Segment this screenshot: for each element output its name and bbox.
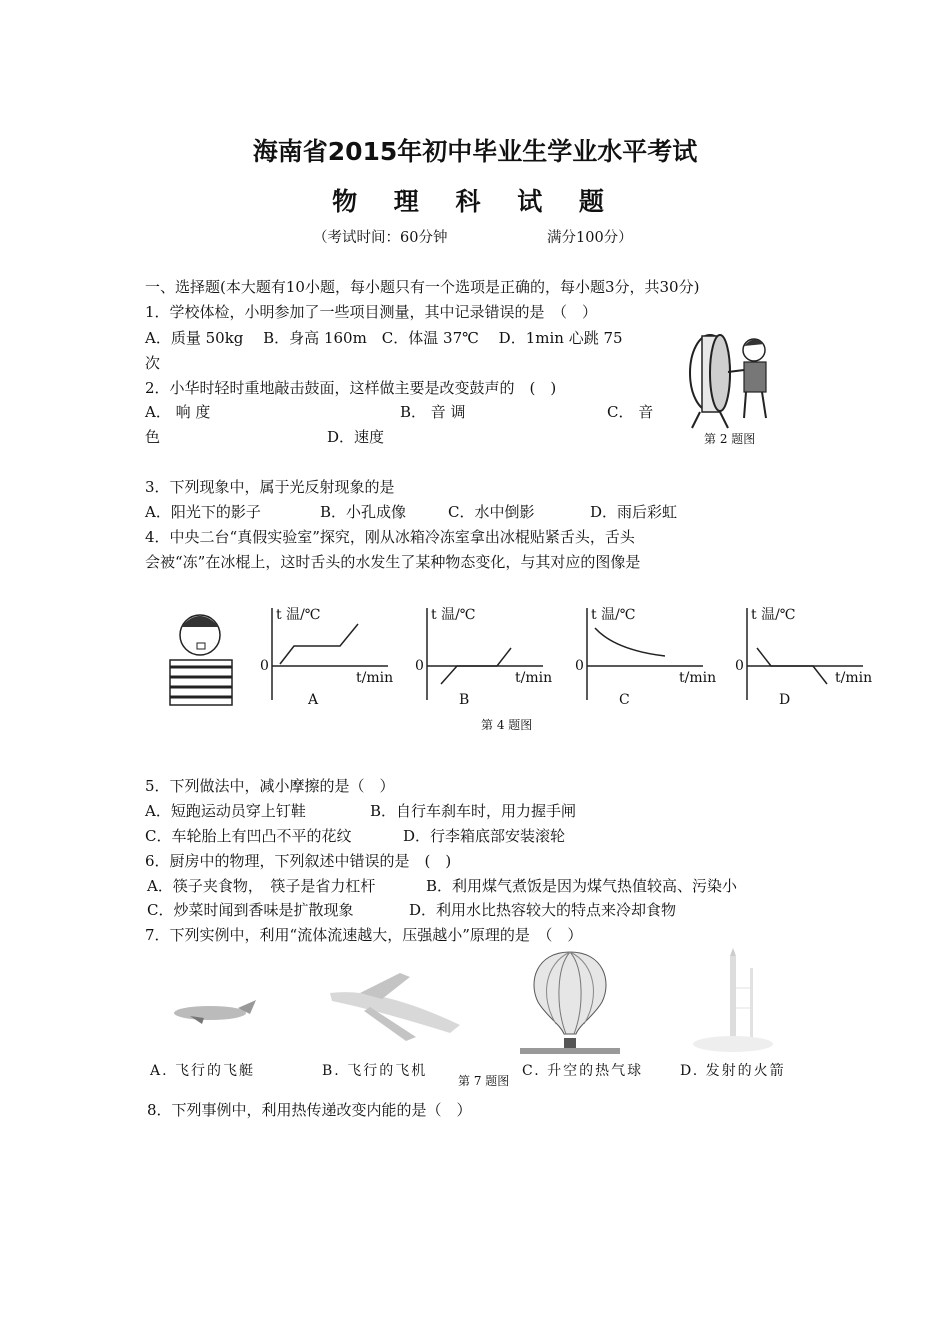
graph-d-x-label: t/min [835,670,873,686]
graph-c [575,600,725,714]
graph-b [415,600,565,714]
graph-a-x-label: t/min [356,670,394,686]
graph-c-zero: 0 [575,658,584,674]
q2-option-d: D．速度 [327,428,385,446]
graph-c-letter: C [619,692,630,708]
page-title: 海南省2015年初中毕业生学业水平考试 [252,137,698,166]
graph-d-letter: D [779,692,791,708]
q2-stem: 2．小华时轻时重地敲击鼓面，这样做主要是改变鼓声的 ( ) [145,379,557,397]
q3-option-b: B．小孔成像 [320,503,407,521]
graph-b-letter: B [459,692,470,708]
q2-figure-caption: 第 2 题图 [704,432,756,446]
q2-option-c: C． 音 [607,403,654,421]
graph-a-zero: 0 [260,658,269,674]
q7-caption-c: C. 升空的热气球 [522,1063,644,1079]
q3-option-d: D．雨后彩虹 [590,503,678,521]
q4-line2: 会被“冻”在冰棍上，这时舌头的水发生了某种物态变化，与其对应的图像是 [145,553,641,571]
q4-figure-caption: 第 4 题图 [481,718,533,732]
graph-c-y-label: t 温/℃ [591,607,636,623]
airplane-illustration [320,953,470,1063]
page-subtitle: 物 理 科 试 题 [332,187,618,216]
graph-b-zero: 0 [415,658,424,674]
q7-figure [150,948,810,1088]
q5-option-c: C．车轮胎上有凹凸不平的花纹 [145,827,352,845]
graph-b-x-label: t/min [515,670,553,686]
q4-figure [155,600,885,735]
graph-d [735,600,885,714]
boy-illustration [155,605,245,715]
q6-option-a: A．筷子夹食物， 筷子是省力杠杆 [147,877,376,895]
graph-a [260,600,410,714]
airship-illustration [160,958,280,1058]
q7-stem: 7．下列实例中，利用“流体流速越大，压强越小”原理的是 （ ） [145,926,583,944]
graph-a-y-label: t 温/℃ [276,607,321,623]
q8-stem: 8．下列事例中，利用热传递改变内能的是（ ） [147,1101,472,1119]
q6-option-b: B．利用煤气煮饭是因为煤气热值较高、污染小 [426,877,738,895]
graph-d-y-label: t 温/℃ [751,607,796,623]
q1-stem: 1．学校体检，小明参加了一些项目测量，其中记录错误的是 （ ） [145,303,598,321]
exam-time: （考试时间：60分钟 [313,230,448,246]
q5-option-b: B．自行车刹车时，用力握手闸 [370,802,577,820]
q1-options-wrap: 次 [145,354,161,372]
q1-options: A．质量 50kg B．身高 160m C．体温 37℃ D．1min 心跳 75 [145,329,623,347]
q6-option-c: C．炒菜时闻到香味是扩散现象 [147,901,354,919]
q7-caption-d: D. 发射的火箭 [680,1063,786,1079]
q3-stem: 3．下列现象中，属于光反射现象的是 [145,478,395,496]
hot-air-balloon-illustration [520,948,620,1058]
exam-score: 满分100分） [547,230,633,246]
q6-stem: 6．厨房中的物理，下列叙述中错误的是 ( ) [145,852,452,870]
graph-a-letter: A [308,692,319,708]
q3-option-a: A．阳光下的影子 [145,503,261,521]
q7-caption-a: A. 飞行的飞艇 [150,1063,256,1079]
q5-option-a: A．短跑运动员穿上钉鞋 [145,802,306,820]
graph-d-zero: 0 [735,658,744,674]
q7-figure-caption: 第 7 题图 [458,1074,510,1088]
q2-figure [682,328,782,448]
q2-option-a: A． 响 度 [145,403,211,421]
q4-line1: 4．中央二台“真假实验室”探究，刚从冰箱冷冻室拿出冰棍贴紧舌头，舌头 [145,528,635,546]
q5-option-d: D．行李箱底部安装滚轮 [403,827,566,845]
rocket-illustration [680,948,800,1058]
q2-option-b: B． 音 调 [400,403,466,421]
graph-c-x-label: t/min [679,670,717,686]
q2-option-c-wrap: 色 [145,428,161,446]
q6-option-d: D．利用水比热容较大的特点来冷却食物 [409,901,677,919]
q7-caption-b: B. 飞行的飞机 [322,1063,428,1079]
section-heading: 一、选择题(本大题有10小题，每小题只有一个选项是正确的，每小题3分，共30分) [145,278,700,296]
q5-stem: 5．下列做法中，减小摩擦的是（ ） [145,777,395,795]
graph-b-y-label: t 温/℃ [431,607,476,623]
q3-option-c: C．水中倒影 [448,503,535,521]
